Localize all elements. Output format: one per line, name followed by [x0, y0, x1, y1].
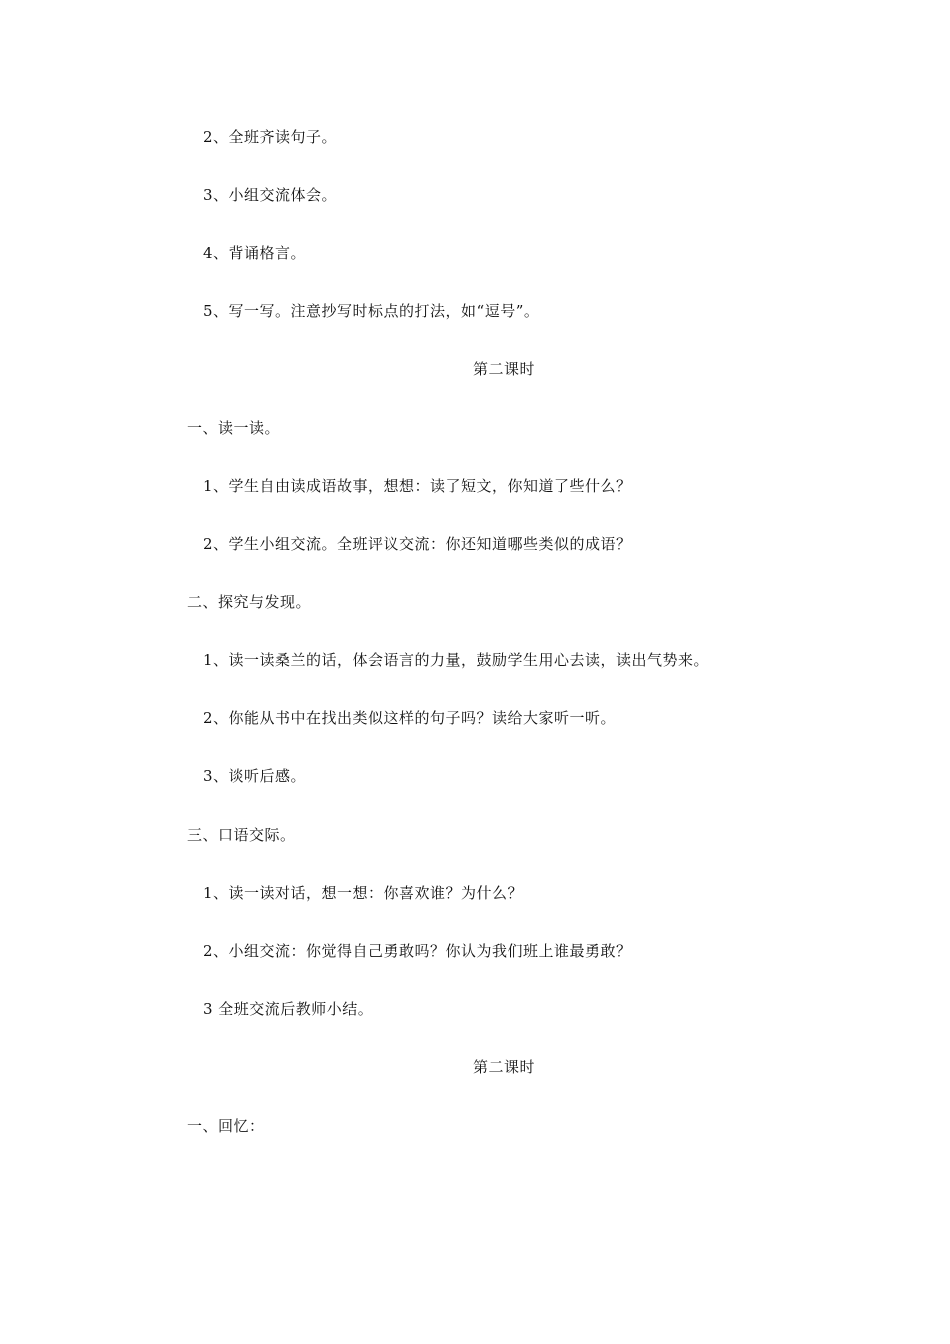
text-line: 3、谈听后感。 — [203, 767, 307, 785]
text-line: 1、学生自由读成语故事，想想：读了短文，你知道了些什么？ — [203, 477, 632, 495]
text-line: 3、小组交流体会。 — [203, 186, 338, 204]
text-line: 2、小组交流：你觉得自己勇敢吗？你认为我们班上谁最勇敢？ — [203, 942, 632, 960]
section-title: 三、口语交际。 — [187, 826, 296, 844]
section-title: 一、读一读。 — [187, 419, 281, 437]
text-line: 3 全班交流后教师小结。 — [203, 1000, 374, 1018]
text-line: 1、读一读对话，想一想：你喜欢谁？为什么？ — [203, 884, 524, 902]
section-title: 二、探究与发现。 — [187, 593, 312, 611]
section-title: 一、回忆： — [187, 1117, 265, 1135]
text-line: 5、写一写。注意抄写时标点的打法，如“逗号”。 — [203, 302, 540, 320]
text-line: 2、全班齐读句子。 — [203, 128, 338, 146]
text-line: 2、学生小组交流。全班评议交流：你还知道哪些类似的成语？ — [203, 535, 632, 553]
text-line: 1、读一读桑兰的话，体会语言的力量，鼓励学生用心去读，读出气势来。 — [203, 651, 710, 669]
section-heading: 第二课时 — [472, 360, 535, 378]
text-line: 4、背诵格言。 — [203, 244, 307, 262]
text-line: 2、你能从书中在找出类似这样的句子吗？读给大家听一听。 — [203, 709, 617, 727]
section-heading: 第二课时 — [472, 1058, 535, 1076]
